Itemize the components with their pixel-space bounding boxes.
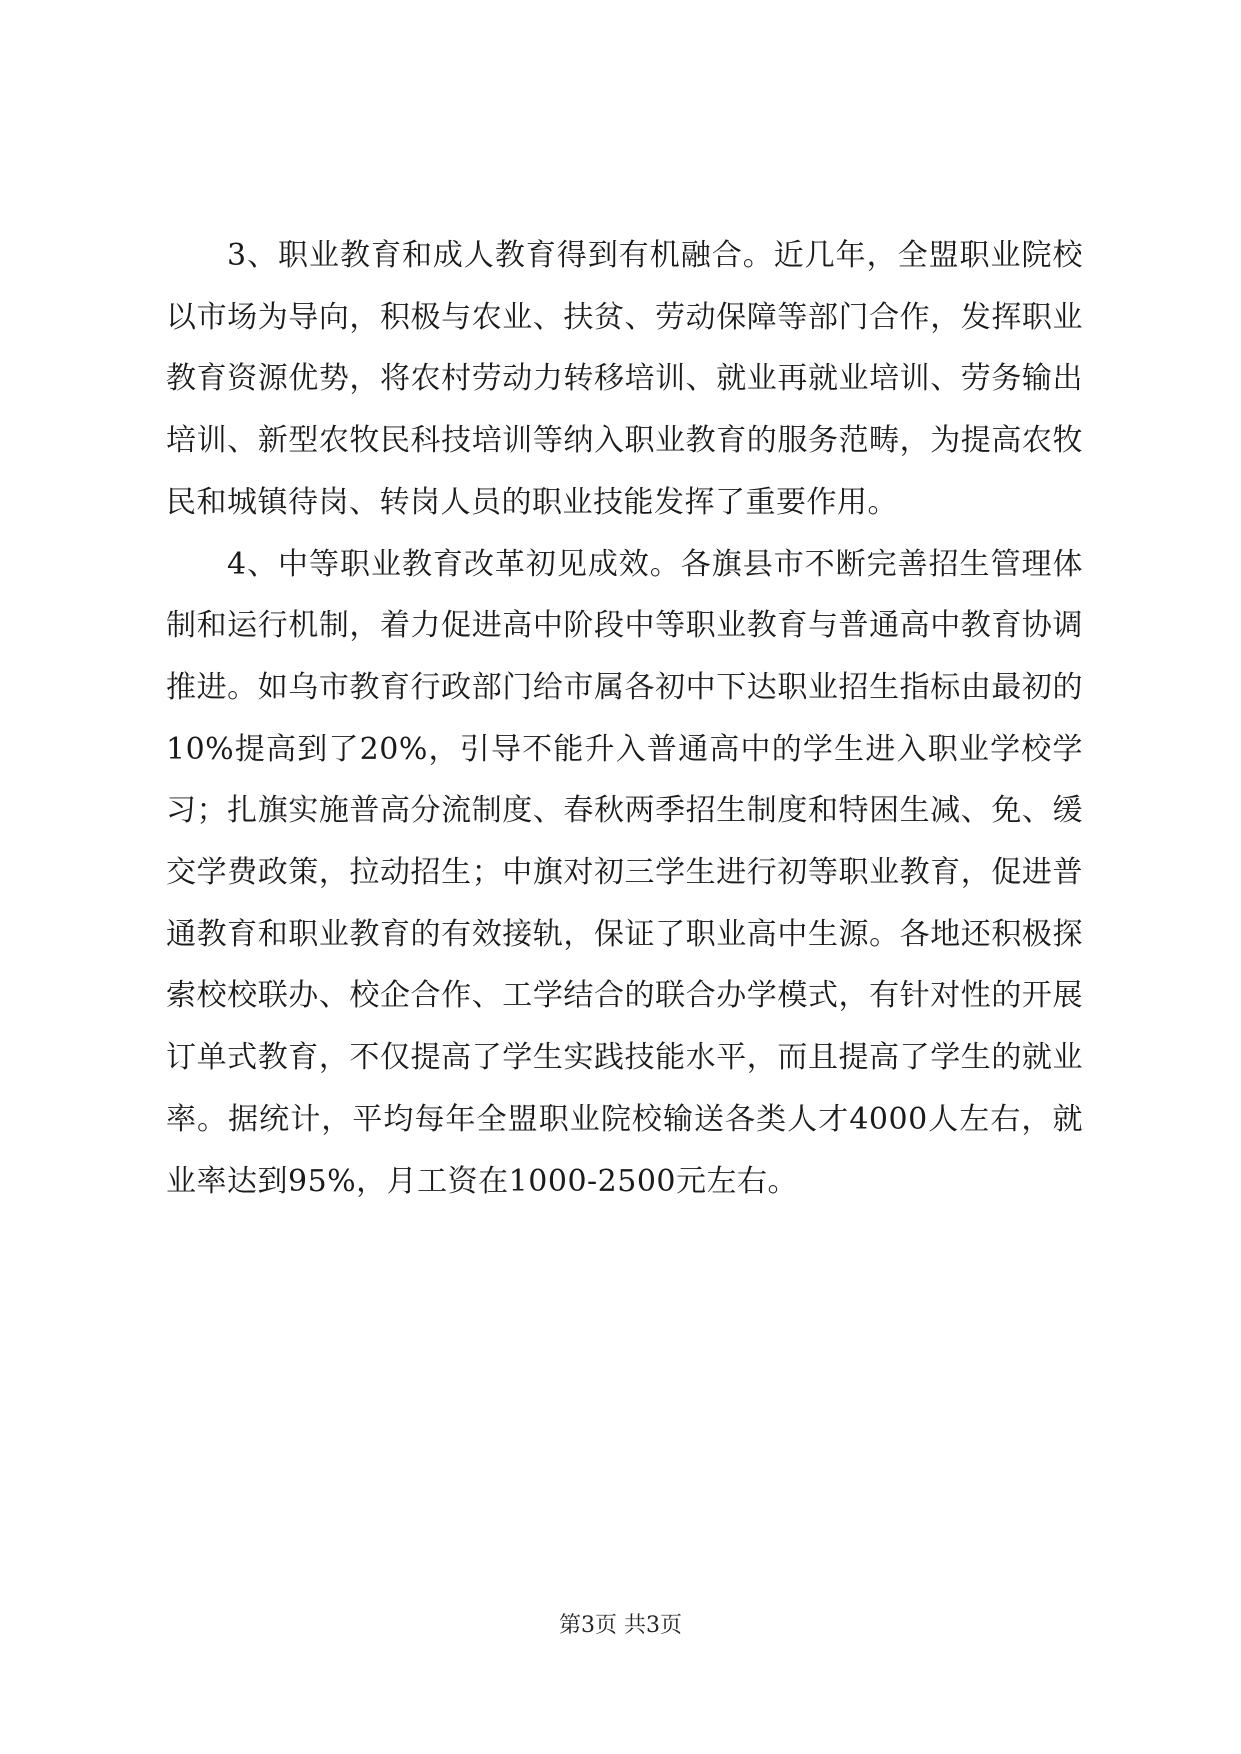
document-body xyxy=(166,225,1083,1212)
page-footer: 第3页 共3页 xyxy=(559,1613,682,1638)
paragraph-4: 4、中等职业教育改革初见成效。各旗县市不断完善招生管理体制和运行机制，着力促进高中阶段中等职业教育与普通高中教育协调推进。如乌市教育行政部门给市属各初中下达职业招生指标由最初的10%提高到了20%，引导不能升入普通高中的学生进入职业学校学习；扎旗实施普高分流制度、春秋两季招生制度和特困生减、免、缓交学费政策，拉动招生；中旗对初三学生进行初等职业教育，促进普通教育和职业教育的有效接轨，保证了职业高中生源。各地还积极探索校校联办、校企合作、工学结合的联合办学模式，有针对性的开展订单式教育，不仅提高了学生实践技能水平，而且提高了学生的就业率。据统计，平均每年全盟职业院校输送各类人才4000人左右，就业率达到95%，月工资在1000-2500元左右。 xyxy=(166,546,1083,1199)
paragraph-3: 3、职业教育和成人教育得到有机融合。近几年，全盟职业院校以市场为导向，积极与农业、扶贫、劳动保障等部门合作，发挥职业教育资源优势，将农村劳动力转移培训、就业再就业培训、劳务输出培训、新型农牧民科技培训等纳入职业教育的服务范畴，为提高农牧民和城镇待岗、转岗人员的职业技能发挥了重要作用。 xyxy=(166,238,1083,520)
